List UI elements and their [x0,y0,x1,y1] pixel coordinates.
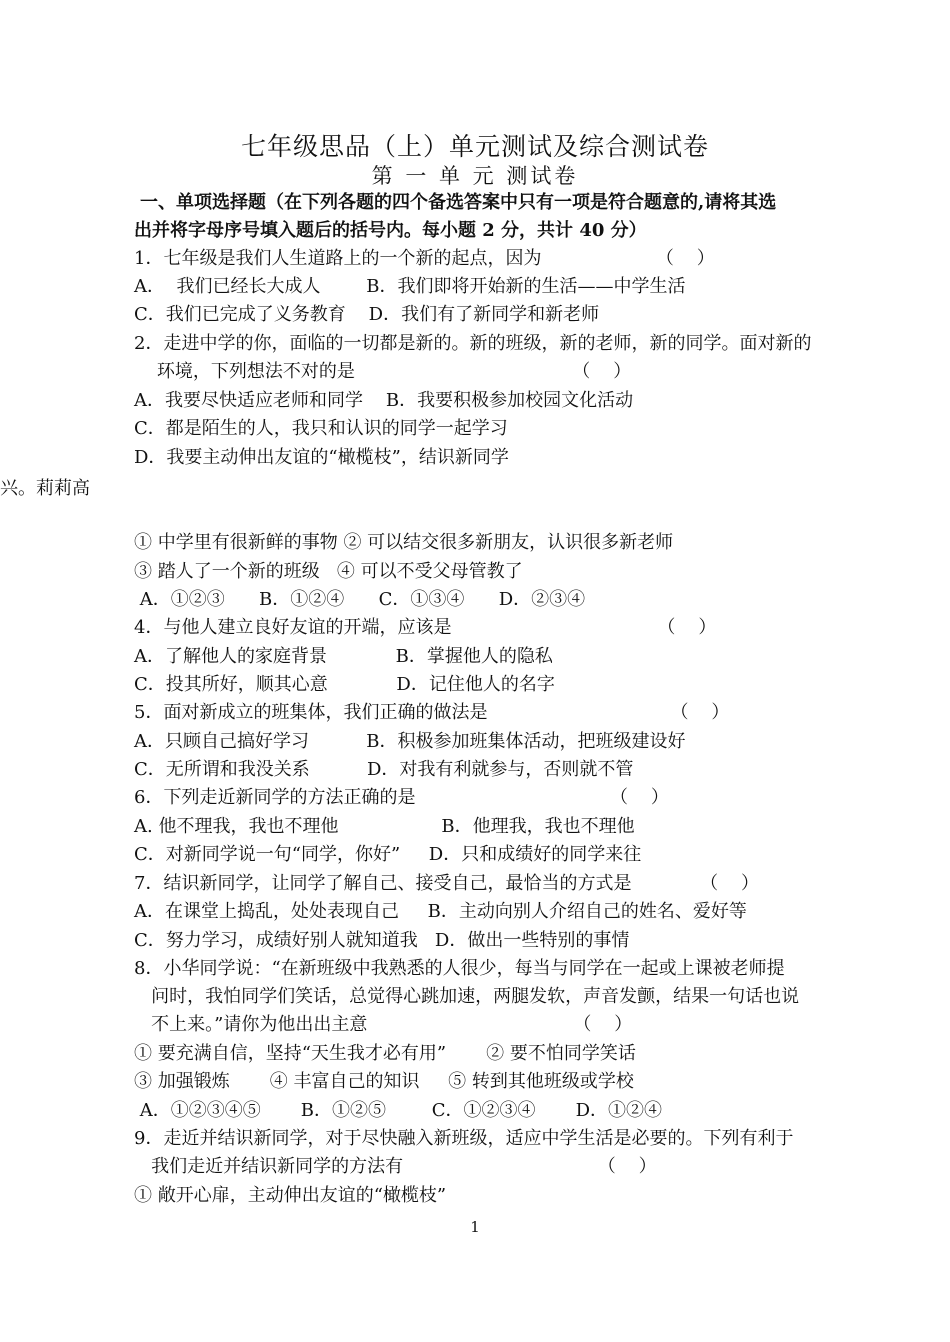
question-line: D．我要主动伸出友谊的“橄榄枝”，结识新同学 [134,447,509,468]
question-line: 不上来。”请你为他出出主意 （ ） [134,1014,633,1035]
question-line: A．①②③④⑤ B．①②⑤ C．①②③④ D．①②④ [134,1100,663,1121]
question-line: C．努力学习，成绩好别人就知道我 D．做出一些特别的事情 [134,930,630,951]
question-line: A．①②③ B．①②④ C．①③④ D．②③④ [134,589,586,610]
question-line: A．了解他人的家庭背景 B．掌握他人的隐私 [134,646,553,667]
question-line: 6．下列走近新同学的方法正确的是 （ ） [134,787,669,808]
question-line: 8．小华同学说：“在新班级中我熟悉的人很少，每当与同学在一起或上课被老师提 [134,958,785,979]
question-line: C．都是陌生的人，我只和认识的同学一起学习 [134,418,508,439]
question-line: ① 敞开心扉，主动伸出友谊的“橄榄枝” [134,1185,447,1206]
question-line: 问时，我怕同学们笑话，总觉得心跳加速，两腿发软，声音发颤，结果一句话也说 [134,986,800,1007]
stray-text: 兴。莉莉高 [0,478,90,499]
question-line: A. 他不理我，我也不理他 B．他理我，我也不理他 [134,816,635,837]
question-line: C．我们已完成了义务教育 D．我们有了新同学和新老师 [134,304,600,325]
page-title: 七年级思品（上）单元测试及综合测试卷 [240,132,709,161]
question-line: C．对新同学说一句“同学，你好” D．只和成绩好的同学来往 [134,844,642,865]
section-heading-line-1: 一、单项选择题（在下列各题的四个备选答案中只有一项是符合题意的,请将其选 [140,192,777,213]
question-line: ① 中学里有很新鲜的事物 ② 可以结交很多新朋友，认识很多新老师 [134,532,674,553]
question-line: 7．结识新同学，让同学了解自己、接受自己，最恰当的方式是 （ ） [134,873,759,894]
section-heading-line-2: 出并将字母序号填入题后的括号内。每小题 2 分，共计 40 分） [134,220,647,241]
question-line: ① 要充满自信，坚持“天生我才必有用” ② 要不怕同学笑话 [134,1043,636,1064]
question-line: 9．走近并结识新同学，对于尽快融入新班级，适应中学生活是必要的。下列有利于 [134,1128,794,1149]
question-line: ③ 踏人了一个新的班级 ④ 可以不受父母管教了 [134,561,523,582]
question-line: ③ 加强锻炼 ④ 丰富自己的知识 ⑤ 转到其他班级或学校 [134,1071,634,1092]
question-line: A． 我们已经长大成人 B．我们即将开始新的生活——中学生活 [134,276,686,297]
question-line: A．我要尽快适应老师和同学 B．我要积极参加校园文化活动 [134,390,634,411]
question-line: 5．面对新成立的班集体，我们正确的做法是 （ ） [134,702,730,723]
question-line: 2．走进中学的你，面临的一切都是新的。新的班级，新的老师，新的同学。面对新的 [134,333,812,354]
question-line: A．只顾自己搞好学习 B．积极参加班集体活动，把班级建设好 [134,731,686,752]
question-line: C．投其所好，顺其心意 D．记住他人的名字 [134,674,555,695]
page-subtitle: 第 一 单 元 测试卷 [371,164,579,188]
question-line: A．在课堂上捣乱，处处表现自己 B．主动向别人介绍自己的姓名、爱好等 [134,901,747,922]
question-line: C．无所谓和我没关系 D．对我有利就参与，否则就不管 [134,759,634,780]
question-line: 环境，下列想法不对的是 （ ） [134,361,632,382]
question-line: 1．七年级是我们人生道路上的一个新的起点，因为 （ ） [134,248,715,269]
question-line: 4．与他人建立良好友谊的开端，应该是 （ ） [134,617,717,638]
page-number: 1 [470,1218,480,1236]
question-line: 我们走近并结识新同学的方法有 （ ） [134,1156,657,1177]
